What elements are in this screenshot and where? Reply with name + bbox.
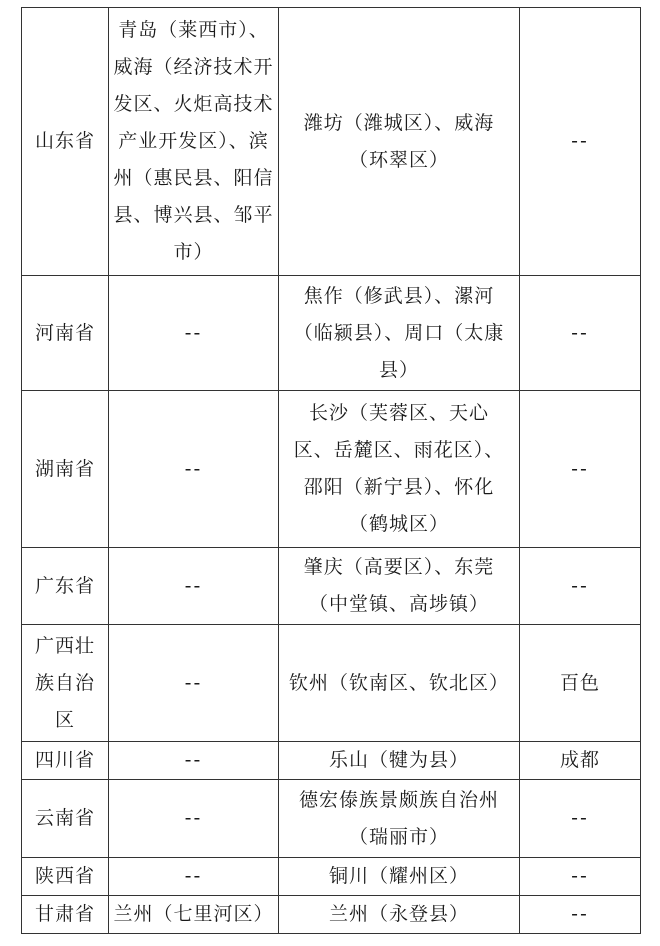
col4-cell: -- xyxy=(520,391,641,548)
region-table xyxy=(21,7,641,934)
col2-cell: -- xyxy=(109,276,279,391)
col4-cell: -- xyxy=(520,780,641,858)
col4-cell: -- xyxy=(520,8,641,276)
province-cell: 湖南省 xyxy=(22,391,109,548)
col2-cell: -- xyxy=(109,858,279,896)
col3-cell: 兰州（永登县） xyxy=(279,896,520,934)
table-row xyxy=(22,858,641,896)
table-row xyxy=(22,391,641,548)
table-row xyxy=(22,625,641,742)
province-cell: 广西壮族自治区 xyxy=(22,625,109,742)
col2-cell: -- xyxy=(109,625,279,742)
table-row xyxy=(22,548,641,625)
col4-cell: -- xyxy=(520,276,641,391)
col3-cell: 焦作（修武县）、漯河（临颍县）、周口（太康县） xyxy=(279,276,520,391)
col2-cell: -- xyxy=(109,780,279,858)
province-cell: 陕西省 xyxy=(22,858,109,896)
col2-cell: 青岛（莱西市）、威海（经济技术开发区、火炬高技术产业开发区）、滨州（惠民县、阳信县、博兴县、邹平市） xyxy=(109,8,279,276)
col3-cell: 肇庆（高要区）、东莞（中堂镇、高埗镇） xyxy=(279,548,520,625)
table-row xyxy=(22,896,641,934)
col2-cell: -- xyxy=(109,391,279,548)
table-row xyxy=(22,276,641,391)
col4-cell: -- xyxy=(520,858,641,896)
col3-cell: 长沙（芙蓉区、天心区、岳麓区、雨花区）、邵阳（新宁县）、怀化（鹤城区） xyxy=(279,391,520,548)
col3-cell: 德宏傣族景颇族自治州（瑞丽市） xyxy=(279,780,520,858)
col4-cell: -- xyxy=(520,896,641,934)
table-row xyxy=(22,8,641,276)
province-cell: 云南省 xyxy=(22,780,109,858)
province-cell: 广东省 xyxy=(22,548,109,625)
col4-cell: 百色 xyxy=(520,625,641,742)
province-cell: 河南省 xyxy=(22,276,109,391)
col3-cell: 钦州（钦南区、钦北区） xyxy=(279,625,520,742)
province-cell: 山东省 xyxy=(22,8,109,276)
table-row xyxy=(22,780,641,858)
table-row xyxy=(22,742,641,780)
col3-cell: 潍坊（潍城区）、威海（环翠区） xyxy=(279,8,520,276)
col2-cell: -- xyxy=(109,742,279,780)
province-cell: 四川省 xyxy=(22,742,109,780)
col2-cell: -- xyxy=(109,548,279,625)
col3-cell: 乐山（犍为县） xyxy=(279,742,520,780)
col2-cell: 兰州（七里河区） xyxy=(109,896,279,934)
col4-cell: 成都 xyxy=(520,742,641,780)
col3-cell: 铜川（耀州区） xyxy=(279,858,520,896)
col4-cell: -- xyxy=(520,548,641,625)
province-cell: 甘肃省 xyxy=(22,896,109,934)
